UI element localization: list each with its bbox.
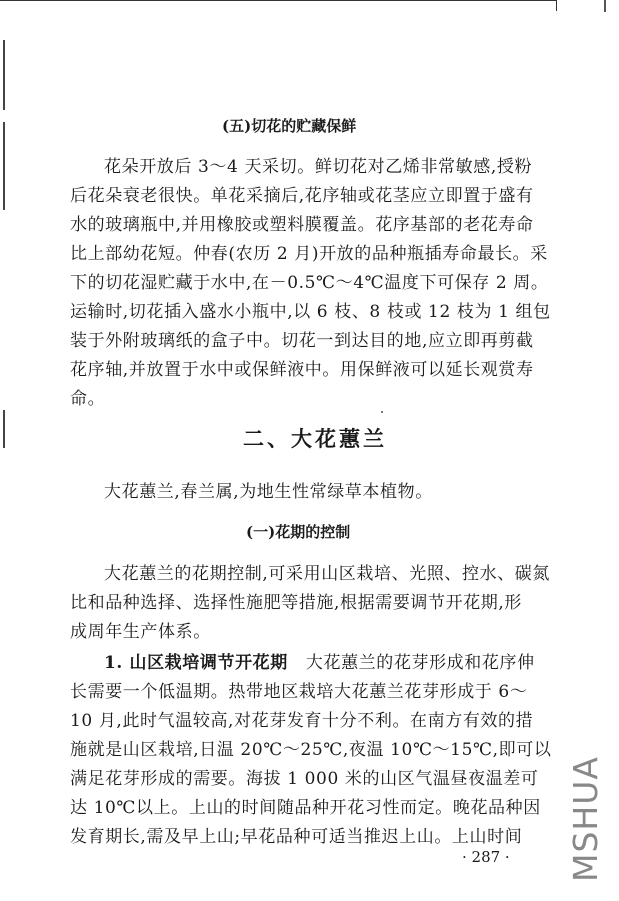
page-number: · 287 · — [462, 848, 510, 866]
text-span: 大花蕙兰的花芽形成和花序伸 — [305, 653, 535, 673]
text-line: 长需要一个低温期。热带地区栽培大花蕙兰花芽形成于 6～ — [70, 682, 528, 702]
intro-line: 大花蕙兰,春兰属,为地生性常绿草本植物。 — [104, 482, 433, 502]
text-line: 达 10℃以上。上山的时间随品种开花习性而定。晚花品种因 — [70, 798, 541, 818]
margin-mark — [3, 40, 5, 110]
paragraph-lead: 1. 山区栽培调节开花期 — [104, 653, 288, 673]
scan-edge-corner — [556, 0, 557, 11]
text-line: 装于外附玻璃纸的盒子中。切花一到达目的地,应立即再剪截 — [70, 331, 534, 351]
margin-mark — [3, 122, 5, 210]
text-line: 花朵开放后 3～4 天采切。鲜切花对乙烯非常敏感,授粉 — [104, 157, 533, 177]
text-line: 后花朵衰老很快。单花采摘后,花序轴或花茎应立即置于盛有 — [70, 186, 534, 206]
text-line: 发育期长,需及早上山;早花品种可适当推迟上山。上山时间 — [70, 827, 523, 847]
section-heading-storage: (五)切花的贮藏保鲜 — [222, 117, 357, 135]
text-line: 比上部幼花短。仲春(农历 2 月)开放的品种瓶插寿命最长。采 — [70, 244, 548, 264]
text-line: 水的玻璃瓶中,并用橡胶或塑料膜覆盖。花序基部的老花寿命 — [70, 215, 534, 235]
text-line: 施就是山区栽培,日温 20℃～25℃,夜温 10℃～15℃,即可以 — [70, 740, 552, 760]
chapter-heading: 二、大花蕙兰 — [243, 426, 387, 451]
text-line: 花序轴,并放置于水中或保鲜液中。用保鲜液可以延长观赏寿 — [70, 360, 534, 380]
text-line: 大花蕙兰的花期控制,可采用山区栽培、光照、控水、碳氮 — [104, 564, 551, 584]
scan-edge-right — [604, 0, 606, 12]
scan-speck — [381, 411, 383, 413]
text-line: 下的切花湿贮藏于水中,在－0.5℃～4℃温度下可保存 2 周。 — [70, 273, 549, 293]
text-line: 满足花芽形成的需要。海拔 1 000 米的山区气温昼夜温差可 — [70, 769, 539, 789]
text-line — [104, 652, 535, 674]
scan-edge-top — [0, 0, 556, 1]
margin-mark — [3, 410, 5, 448]
text-line: 比和品种选择、选择性施肥等措施,根据需要调节开花期,形 — [70, 593, 523, 613]
text-line: 10 月,此时气温较高,对花芽发育十分不利。在南方有效的措 — [70, 711, 534, 731]
section-heading-flowering: (一)花期的控制 — [246, 523, 351, 541]
watermark: MSHUA — [566, 756, 605, 882]
text-line: 运输时,切花插入盛水小瓶中,以 6 枝、8 枝或 12 枝为 1 组包 — [70, 302, 551, 322]
text-line: 命。 — [70, 389, 106, 409]
text-line: 成周年生产体系。 — [70, 622, 211, 642]
